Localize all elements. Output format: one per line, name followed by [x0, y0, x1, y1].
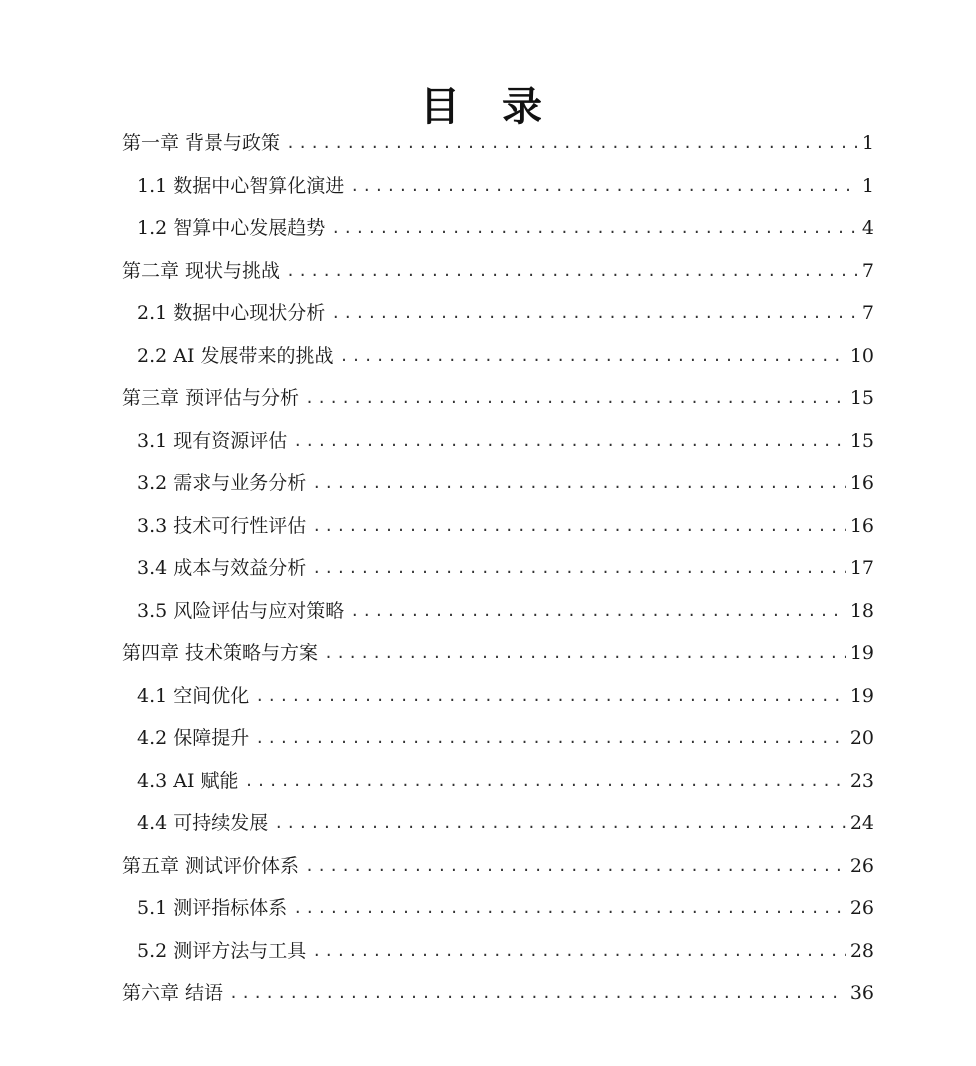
toc-entry-label: 5.1 测评指标体系: [137, 897, 288, 920]
toc-section-entry[interactable]: [122, 590, 874, 633]
toc-section-entry[interactable]: [122, 760, 874, 803]
toc-entry-page: 17: [849, 557, 874, 580]
dot-leader: [331, 216, 858, 240]
dot-leader: [293, 896, 846, 920]
toc-section-entry[interactable]: [122, 420, 874, 463]
toc-chapter-entry[interactable]: [122, 632, 874, 675]
dot-leader: [229, 981, 846, 1005]
toc-section-entry[interactable]: [122, 547, 874, 590]
dot-leader: [350, 174, 858, 198]
toc-entry-label: 第三章 预评估与分析: [122, 387, 300, 410]
toc-entry-label: 1.2 智算中心发展趋势: [137, 217, 326, 240]
dot-leader: [312, 514, 846, 538]
toc-entry-page: 26: [849, 897, 874, 920]
toc-entry-page: 16: [849, 472, 874, 495]
toc-chapter-entry[interactable]: [122, 377, 874, 420]
toc-entry-page: 26: [849, 854, 874, 877]
dot-leader: [312, 556, 846, 580]
toc-entry-label: 第一章 背景与政策: [122, 132, 281, 155]
toc-entry-label: 5.2 测评方法与工具: [137, 939, 307, 962]
dot-leader: [312, 471, 846, 495]
toc-entry-page: 16: [849, 514, 874, 537]
dot-leader: [293, 429, 846, 453]
toc-entry-label: 1.1 数据中心智算化演进: [137, 174, 345, 197]
dot-leader: [350, 599, 846, 623]
toc-section-entry[interactable]: [122, 207, 874, 250]
toc-section-entry[interactable]: [122, 930, 874, 973]
dot-leader: [305, 386, 846, 410]
toc-entry-page: 7: [861, 259, 874, 282]
dot-leader: [305, 854, 846, 878]
toc-entry-label: 2.1 数据中心现状分析: [137, 302, 326, 325]
toc-entry-page: 4: [861, 217, 874, 240]
toc-entry-page: 1: [861, 132, 874, 155]
toc-entry-page: 23: [849, 769, 874, 792]
toc-chapter-entry[interactable]: [122, 122, 874, 165]
toc-section-entry[interactable]: [122, 165, 874, 208]
toc-entry-page: 24: [849, 812, 874, 835]
toc-section-entry[interactable]: [122, 887, 874, 930]
toc-section-entry[interactable]: [122, 335, 874, 378]
toc-entry-page: 19: [849, 684, 874, 707]
toc-chapter-entry[interactable]: [122, 250, 874, 293]
dot-leader: [286, 131, 858, 155]
toc-entry-page: 7: [861, 302, 874, 325]
toc-entry-label: 3.3 技术可行性评估: [137, 514, 307, 537]
toc-section-entry[interactable]: [122, 505, 874, 548]
dot-leader: [255, 684, 846, 708]
toc-entry-label: 第六章 结语: [122, 982, 224, 1005]
toc-entry-label: 2.2 AI 发展带来的挑战: [137, 344, 334, 367]
dot-leader: [274, 811, 846, 835]
toc-entry-label: 3.5 风险评估与应对策略: [137, 599, 345, 622]
dot-leader: [324, 641, 846, 665]
toc-entry-page: 15: [849, 429, 874, 452]
toc-entry-page: 28: [849, 939, 874, 962]
toc-entry-label: 4.2 保障提升: [137, 727, 250, 750]
toc-section-entry[interactable]: [122, 462, 874, 505]
toc-chapter-entry[interactable]: [122, 972, 874, 1015]
toc-section-entry[interactable]: [122, 717, 874, 760]
toc-entry-label: 3.2 需求与业务分析: [137, 472, 307, 495]
toc-entry-label: 第四章 技术策略与方案: [122, 642, 319, 665]
toc-entry-label: 3.4 成本与效益分析: [137, 557, 307, 580]
toc-section-entry[interactable]: [122, 802, 874, 845]
toc-entry-page: 36: [849, 982, 874, 1005]
toc-entry-page: 15: [849, 387, 874, 410]
page-title: 目 录: [420, 83, 556, 130]
toc-entry-label: 4.1 空间优化: [137, 684, 250, 707]
toc-entry-page: 18: [849, 599, 874, 622]
toc-entry-page: 1: [861, 174, 874, 197]
dot-leader: [245, 769, 846, 793]
dot-leader: [312, 939, 846, 963]
toc-list: [122, 122, 874, 1015]
toc-entry-label: 4.4 可持续发展: [137, 812, 269, 835]
dot-leader: [286, 259, 858, 283]
toc-entry-label: 4.3 AI 赋能: [137, 769, 239, 792]
toc-entry-label: 第五章 测试评价体系: [122, 854, 300, 877]
dot-leader: [340, 344, 846, 368]
toc-entry-page: 10: [849, 344, 874, 367]
dot-leader: [255, 726, 846, 750]
toc-entry-label: 3.1 现有资源评估: [137, 429, 288, 452]
toc-entry-label: 第二章 现状与挑战: [122, 259, 281, 282]
toc-chapter-entry[interactable]: [122, 845, 874, 888]
toc-entry-page: 20: [849, 727, 874, 750]
toc-entry-page: 19: [849, 642, 874, 665]
toc-section-entry[interactable]: [122, 675, 874, 718]
dot-leader: [331, 301, 858, 325]
toc-section-entry[interactable]: [122, 292, 874, 335]
